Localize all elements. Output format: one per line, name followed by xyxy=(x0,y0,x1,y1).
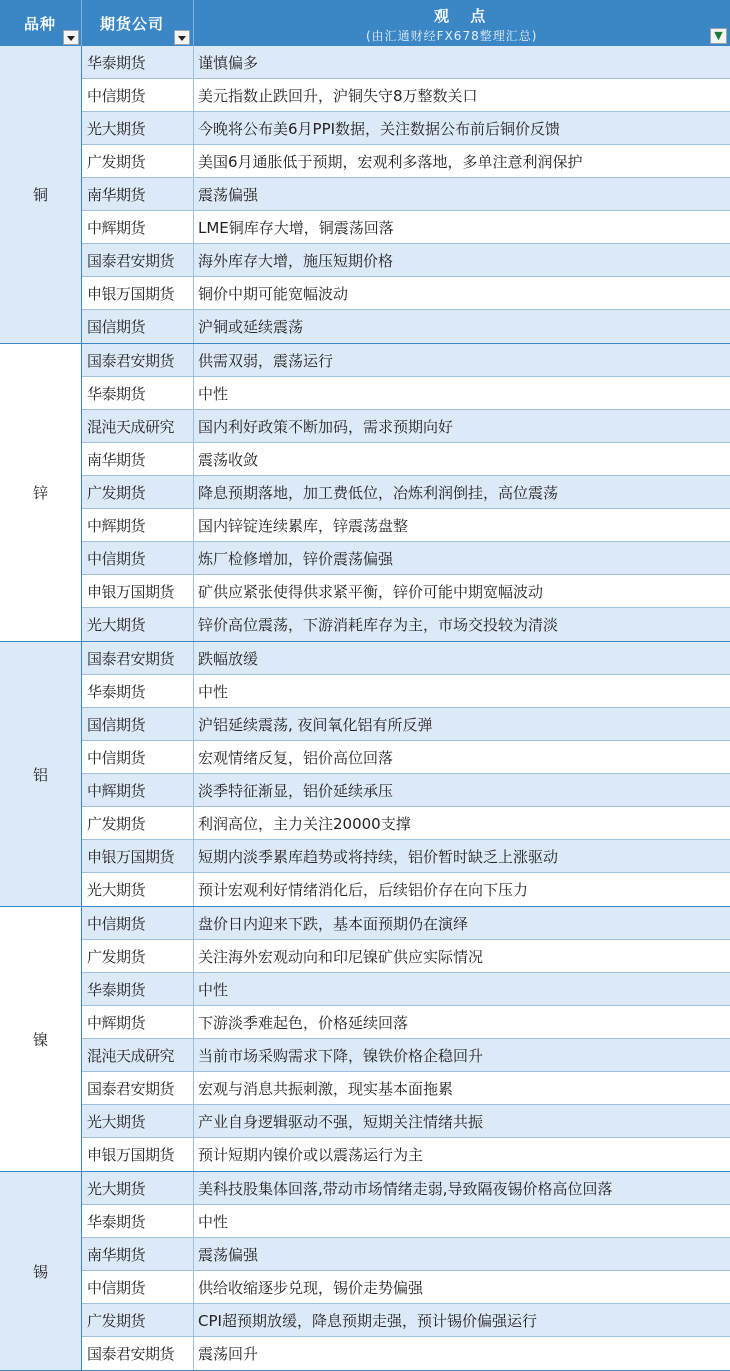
company-cell[interactable]: 中辉期货 xyxy=(82,211,194,243)
view-cell[interactable]: 下游淡季难起色，价格延续回落 xyxy=(198,1013,409,1032)
view-cell[interactable]: 利润高位，主力关注20000支撑 xyxy=(198,814,411,833)
view-cell[interactable]: 国内利好政策不断加码，需求预期向好 xyxy=(198,417,454,436)
company-cell[interactable]: 南华期货 xyxy=(82,1238,194,1270)
table-row xyxy=(82,973,730,1006)
company-cell[interactable]: 国泰君安期货 xyxy=(82,244,194,276)
table-row xyxy=(82,642,730,675)
filter-icon[interactable]: ▼ xyxy=(710,28,727,44)
company-cell[interactable]: 国泰君安期货 xyxy=(82,642,194,674)
table-row xyxy=(82,708,730,741)
table-row xyxy=(82,774,730,807)
table-row xyxy=(82,1238,730,1271)
view-cell[interactable]: 供给收缩逐步兑现，锡价走势偏强 xyxy=(198,1278,424,1297)
company-cell[interactable]: 南华期货 xyxy=(82,178,194,210)
view-cell[interactable]: 中性 xyxy=(198,682,229,701)
view-cell[interactable]: LME铜库存大增，铜震荡回落 xyxy=(198,218,394,237)
table-row xyxy=(82,476,730,509)
company-cell[interactable]: 国泰君安期货 xyxy=(82,1072,194,1104)
table-row xyxy=(82,542,730,575)
view-cell[interactable]: 美科技股集体回落,带动市场情绪走弱,导致隔夜锡价格高位回落 xyxy=(198,1179,613,1198)
table-row xyxy=(82,46,730,79)
table-row xyxy=(82,940,730,973)
table-row xyxy=(82,840,730,873)
category-group xyxy=(0,46,730,344)
company-cell[interactable]: 广发期货 xyxy=(82,1304,194,1336)
view-cell[interactable]: 预计短期内镍价或以震荡运行为主 xyxy=(198,1146,424,1164)
view-cell[interactable]: CPI超预期放缓，降息预期走强，预计锡价偏强运行 xyxy=(198,1311,537,1330)
company-cell[interactable]: 中信期货 xyxy=(82,1271,194,1303)
view-cell[interactable]: 供需双弱，震荡运行 xyxy=(198,351,334,370)
table-row xyxy=(82,244,730,277)
company-cell[interactable]: 中辉期货 xyxy=(82,509,194,541)
company-cell[interactable]: 广发期货 xyxy=(82,145,194,177)
table-row xyxy=(82,344,730,377)
company-cell[interactable]: 广发期货 xyxy=(82,940,194,972)
table-row xyxy=(82,1072,730,1105)
view-cell[interactable]: 盘价日内迎来下跌，基本面预期仍在演绎 xyxy=(198,914,469,933)
table-row xyxy=(82,1039,730,1072)
table-row xyxy=(82,410,730,443)
table-row xyxy=(82,1271,730,1304)
table-row xyxy=(82,310,730,343)
company-cell[interactable]: 华泰期货 xyxy=(82,377,194,409)
company-cell[interactable]: 光大期货 xyxy=(82,608,194,641)
view-cell[interactable]: 淡季特征渐显，铝价延续承压 xyxy=(198,781,394,800)
category-group xyxy=(0,1172,730,1371)
company-cell[interactable]: 申银万国期货 xyxy=(82,277,194,309)
company-cell[interactable]: 光大期货 xyxy=(82,112,194,144)
view-cell[interactable]: 炼厂检修增加，锌价震荡偏强 xyxy=(198,549,394,568)
company-cell[interactable]: 国信期货 xyxy=(82,310,194,343)
category-cell[interactable]: 铝 xyxy=(0,642,82,906)
company-cell[interactable]: 广发期货 xyxy=(82,476,194,508)
table-row xyxy=(82,1304,730,1337)
category-cell[interactable]: 锡 xyxy=(0,1172,82,1370)
view-cell[interactable]: 震荡回升 xyxy=(198,1345,259,1363)
company-cell[interactable]: 广发期货 xyxy=(82,807,194,839)
table-row xyxy=(82,178,730,211)
table-row xyxy=(82,112,730,145)
category-rows xyxy=(82,642,730,906)
header-row xyxy=(0,0,730,46)
table-row xyxy=(82,1006,730,1039)
table-row xyxy=(82,377,730,410)
table-row xyxy=(82,509,730,542)
view-cell[interactable]: 矿供应紧张使得供求紧平衡，锌价可能中期宽幅波动 xyxy=(198,582,544,601)
company-cell[interactable]: 申银万国期货 xyxy=(82,840,194,872)
table-row xyxy=(82,741,730,774)
header-category-cell[interactable] xyxy=(0,0,82,46)
view-cell[interactable]: 宏观情绪反复，铝价高位回落 xyxy=(198,748,394,767)
table-row xyxy=(82,907,730,940)
category-rows xyxy=(82,46,730,343)
table-row xyxy=(82,443,730,476)
table-body xyxy=(0,46,730,1371)
view-cell[interactable]: 预计宏观利好情绪消化后，后续铝价存在向下压力 xyxy=(198,881,529,899)
chevron-down-icon[interactable] xyxy=(63,30,79,45)
table-row xyxy=(82,145,730,178)
header-view-cell xyxy=(194,0,730,46)
company-cell[interactable]: 华泰期货 xyxy=(82,973,194,1005)
category-cell[interactable]: 镍 xyxy=(0,907,82,1171)
view-cell[interactable]: 短期内淡季累库趋势或将持续，铝价暂时缺乏上涨驱动 xyxy=(198,847,559,866)
company-cell[interactable]: 国泰君安期货 xyxy=(82,344,194,376)
view-cell[interactable]: 海外库存大增，施压短期价格 xyxy=(198,251,394,270)
company-cell[interactable]: 南华期货 xyxy=(82,443,194,475)
view-cell[interactable]: 国内锌锭连续累库，锌震荡盘整 xyxy=(198,516,409,535)
view-cell[interactable]: 锌价高位震荡，下游消耗库存为主，市场交投较为清淡 xyxy=(198,616,559,634)
view-cell[interactable]: 降息预期落地，加工费低位，冶炼利润倒挂，高位震荡 xyxy=(198,483,559,502)
table-row xyxy=(82,1138,730,1171)
company-cell[interactable]: 华泰期货 xyxy=(82,675,194,707)
category-rows xyxy=(82,907,730,1171)
category-cell[interactable]: 铜 xyxy=(0,46,82,343)
company-cell[interactable]: 中信期货 xyxy=(82,79,194,111)
company-cell[interactable]: 中辉期货 xyxy=(82,1006,194,1038)
company-cell[interactable]: 华泰期货 xyxy=(82,46,194,78)
table-row xyxy=(82,79,730,112)
view-cell[interactable]: 中性 xyxy=(198,384,229,403)
company-cell[interactable]: 申银万国期货 xyxy=(82,575,194,607)
view-cell[interactable]: 震荡偏强 xyxy=(198,185,259,204)
header-company-cell[interactable] xyxy=(82,0,194,46)
company-cell[interactable]: 中信期货 xyxy=(82,741,194,773)
table-row xyxy=(82,277,730,310)
company-cell[interactable]: 光大期货 xyxy=(82,1172,194,1204)
view-cell[interactable]: 美国6月通胀低于预期，宏观利多落地，多单注意利润保护 xyxy=(198,152,583,171)
view-cell[interactable]: 铜价中期可能宽幅波动 xyxy=(198,284,349,303)
category-rows xyxy=(82,1172,730,1370)
category-rows xyxy=(82,344,730,641)
chevron-down-icon[interactable] xyxy=(174,30,190,45)
table-row xyxy=(82,807,730,840)
table-row xyxy=(82,873,730,906)
table-row xyxy=(82,608,730,641)
company-cell[interactable]: 华泰期货 xyxy=(82,1205,194,1237)
company-cell[interactable]: 申银万国期货 xyxy=(82,1138,194,1171)
company-cell[interactable]: 光大期货 xyxy=(82,873,194,906)
view-cell[interactable]: 美元指数止跌回升，沪铜失守8万整数关口 xyxy=(198,86,478,105)
company-cell[interactable]: 国信期货 xyxy=(82,708,194,740)
view-cell[interactable]: 跌幅放缓 xyxy=(198,649,259,668)
header-view-label: 观 点 xyxy=(434,7,494,25)
view-cell[interactable]: 今晚将公布美6月PPI数据，关注数据公布前后铜价反馈 xyxy=(198,119,561,138)
view-cell[interactable]: 关注海外宏观动向和印尼镍矿供应实际情况 xyxy=(198,947,484,966)
category-group xyxy=(0,642,730,907)
company-cell[interactable]: 混沌天成研究 xyxy=(82,410,194,442)
view-cell[interactable]: 中性 xyxy=(198,980,229,999)
company-cell[interactable]: 国泰君安期货 xyxy=(82,1337,194,1370)
category-group xyxy=(0,344,730,642)
view-cell[interactable]: 中性 xyxy=(198,1212,229,1231)
company-cell[interactable]: 中信期货 xyxy=(82,907,194,939)
header-company-label: 期货公司 xyxy=(100,15,165,33)
table-row xyxy=(82,575,730,608)
table-row xyxy=(82,1172,730,1205)
view-cell[interactable]: 沪铝延续震荡, 夜间氧化铝有所反弹 xyxy=(198,715,433,734)
table-row xyxy=(82,675,730,708)
table-row xyxy=(82,1337,730,1370)
header-view-subtitle: (由汇通财经FX678整理汇总) xyxy=(366,29,538,43)
view-cell[interactable]: 当前市场采购需求下降，镍铁价格企稳回升 xyxy=(198,1046,484,1065)
view-cell[interactable]: 宏观与消息共振刺激，现实基本面拖累 xyxy=(198,1079,454,1098)
company-cell[interactable]: 中信期货 xyxy=(82,542,194,574)
company-cell[interactable]: 光大期货 xyxy=(82,1105,194,1137)
view-cell[interactable]: 沪铜或延续震荡 xyxy=(198,318,304,336)
category-cell[interactable]: 锌 xyxy=(0,344,82,641)
header-category-label: 品种 xyxy=(24,15,57,33)
table-row xyxy=(82,1205,730,1238)
category-group xyxy=(0,907,730,1172)
company-cell[interactable]: 中辉期货 xyxy=(82,774,194,806)
table-row xyxy=(82,211,730,244)
view-cell[interactable]: 谨慎偏多 xyxy=(198,53,259,72)
view-cell[interactable]: 震荡收敛 xyxy=(198,450,259,469)
view-cell[interactable]: 震荡偏强 xyxy=(198,1245,259,1264)
table-row xyxy=(82,1105,730,1138)
company-cell[interactable]: 混沌天成研究 xyxy=(82,1039,194,1071)
view-cell[interactable]: 产业自身逻辑驱动不强，短期关注情绪共振 xyxy=(198,1112,484,1131)
